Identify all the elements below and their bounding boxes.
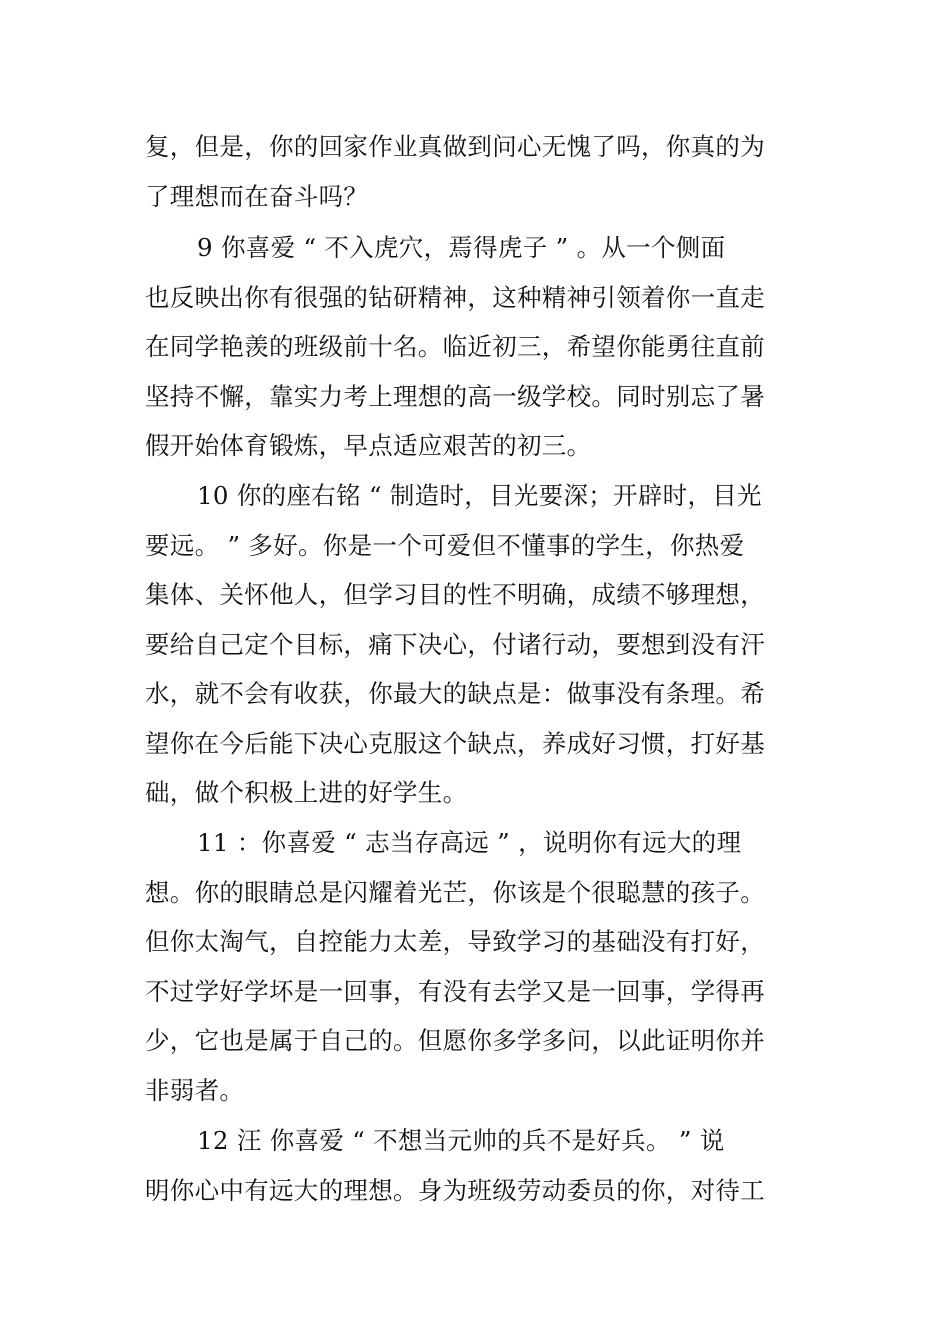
text-line: 在同学艳羡的班级前十名。临近初三，希望你能勇往直前	[145, 332, 765, 361]
text-line: 要远。 ” 多好。你是一个可爱但不懂事的学生，你热爱	[145, 530, 745, 560]
text-line: 9 你喜爱 “ 不入虎穴，焉得虎子 ” 。从一个侧面	[197, 233, 726, 262]
text-line: 了理想而在奋斗吗？	[145, 181, 369, 211]
paragraph-12	[145, 1116, 815, 1215]
text-line: 少，它也是属于自己的。但愿你多学多问，以此证明你并	[145, 1026, 765, 1055]
text-line: 想。你的眼睛总是闪耀着光芒，你该是个很聪慧的孩子。	[145, 877, 765, 907]
paragraph-11	[145, 818, 815, 1115]
text-line: 水，就不会有收获，你最大的缺点是：做事没有条理。希	[145, 679, 765, 708]
paragraph-9	[145, 223, 815, 471]
text-line: 础，做个积极上进的好学生。	[145, 778, 468, 807]
text-line: 明你心中有远大的理想。身为班级劳动委员的你，对待工	[145, 1175, 765, 1205]
text-line: 非弱者。	[145, 1075, 245, 1105]
text-line: 集体、关怀他人，但学习目的性不明确，成绩不够理想，	[145, 580, 765, 609]
paragraph-continuation	[145, 122, 815, 221]
text-line: 10 你的座右铭 “ 制造时，目光要深；开辟时，目光	[197, 481, 762, 510]
text-line: 但你太淘气，自控能力太差，导致学习的基础没有打好，	[145, 927, 765, 956]
text-line: 也反映出你有很强的钻研精神，这种精神引领着你一直走	[145, 282, 765, 312]
text-line: 要给自己定个目标，痛下决心，付诸行动，要想到没有汗	[145, 629, 765, 659]
text-line: 望你在今后能下决心克服这个缺点，养成好习惯，打好基	[145, 728, 765, 758]
text-line: 坚持不懈，靠实力考上理想的高一级学校。同时别忘了暑	[145, 381, 765, 411]
text-line: 假开始体育锻炼，早点适应艰苦的初三。	[145, 431, 592, 460]
text-line: 不过学好学坏是一回事，有没有去学又是一回事，学得再	[145, 976, 765, 1006]
text-line: 12 汪 你喜爱 “ 不想当元帅的兵不是好兵。 ” 说	[197, 1126, 725, 1155]
text-line: 复，但是，你的回家作业真做到问心无愧了吗，你真的为	[145, 132, 765, 161]
paragraph-10	[145, 471, 815, 818]
text-line: 11 ：你喜爱 “ 志当存高远 ” ，说明你有远大的理	[197, 828, 742, 857]
